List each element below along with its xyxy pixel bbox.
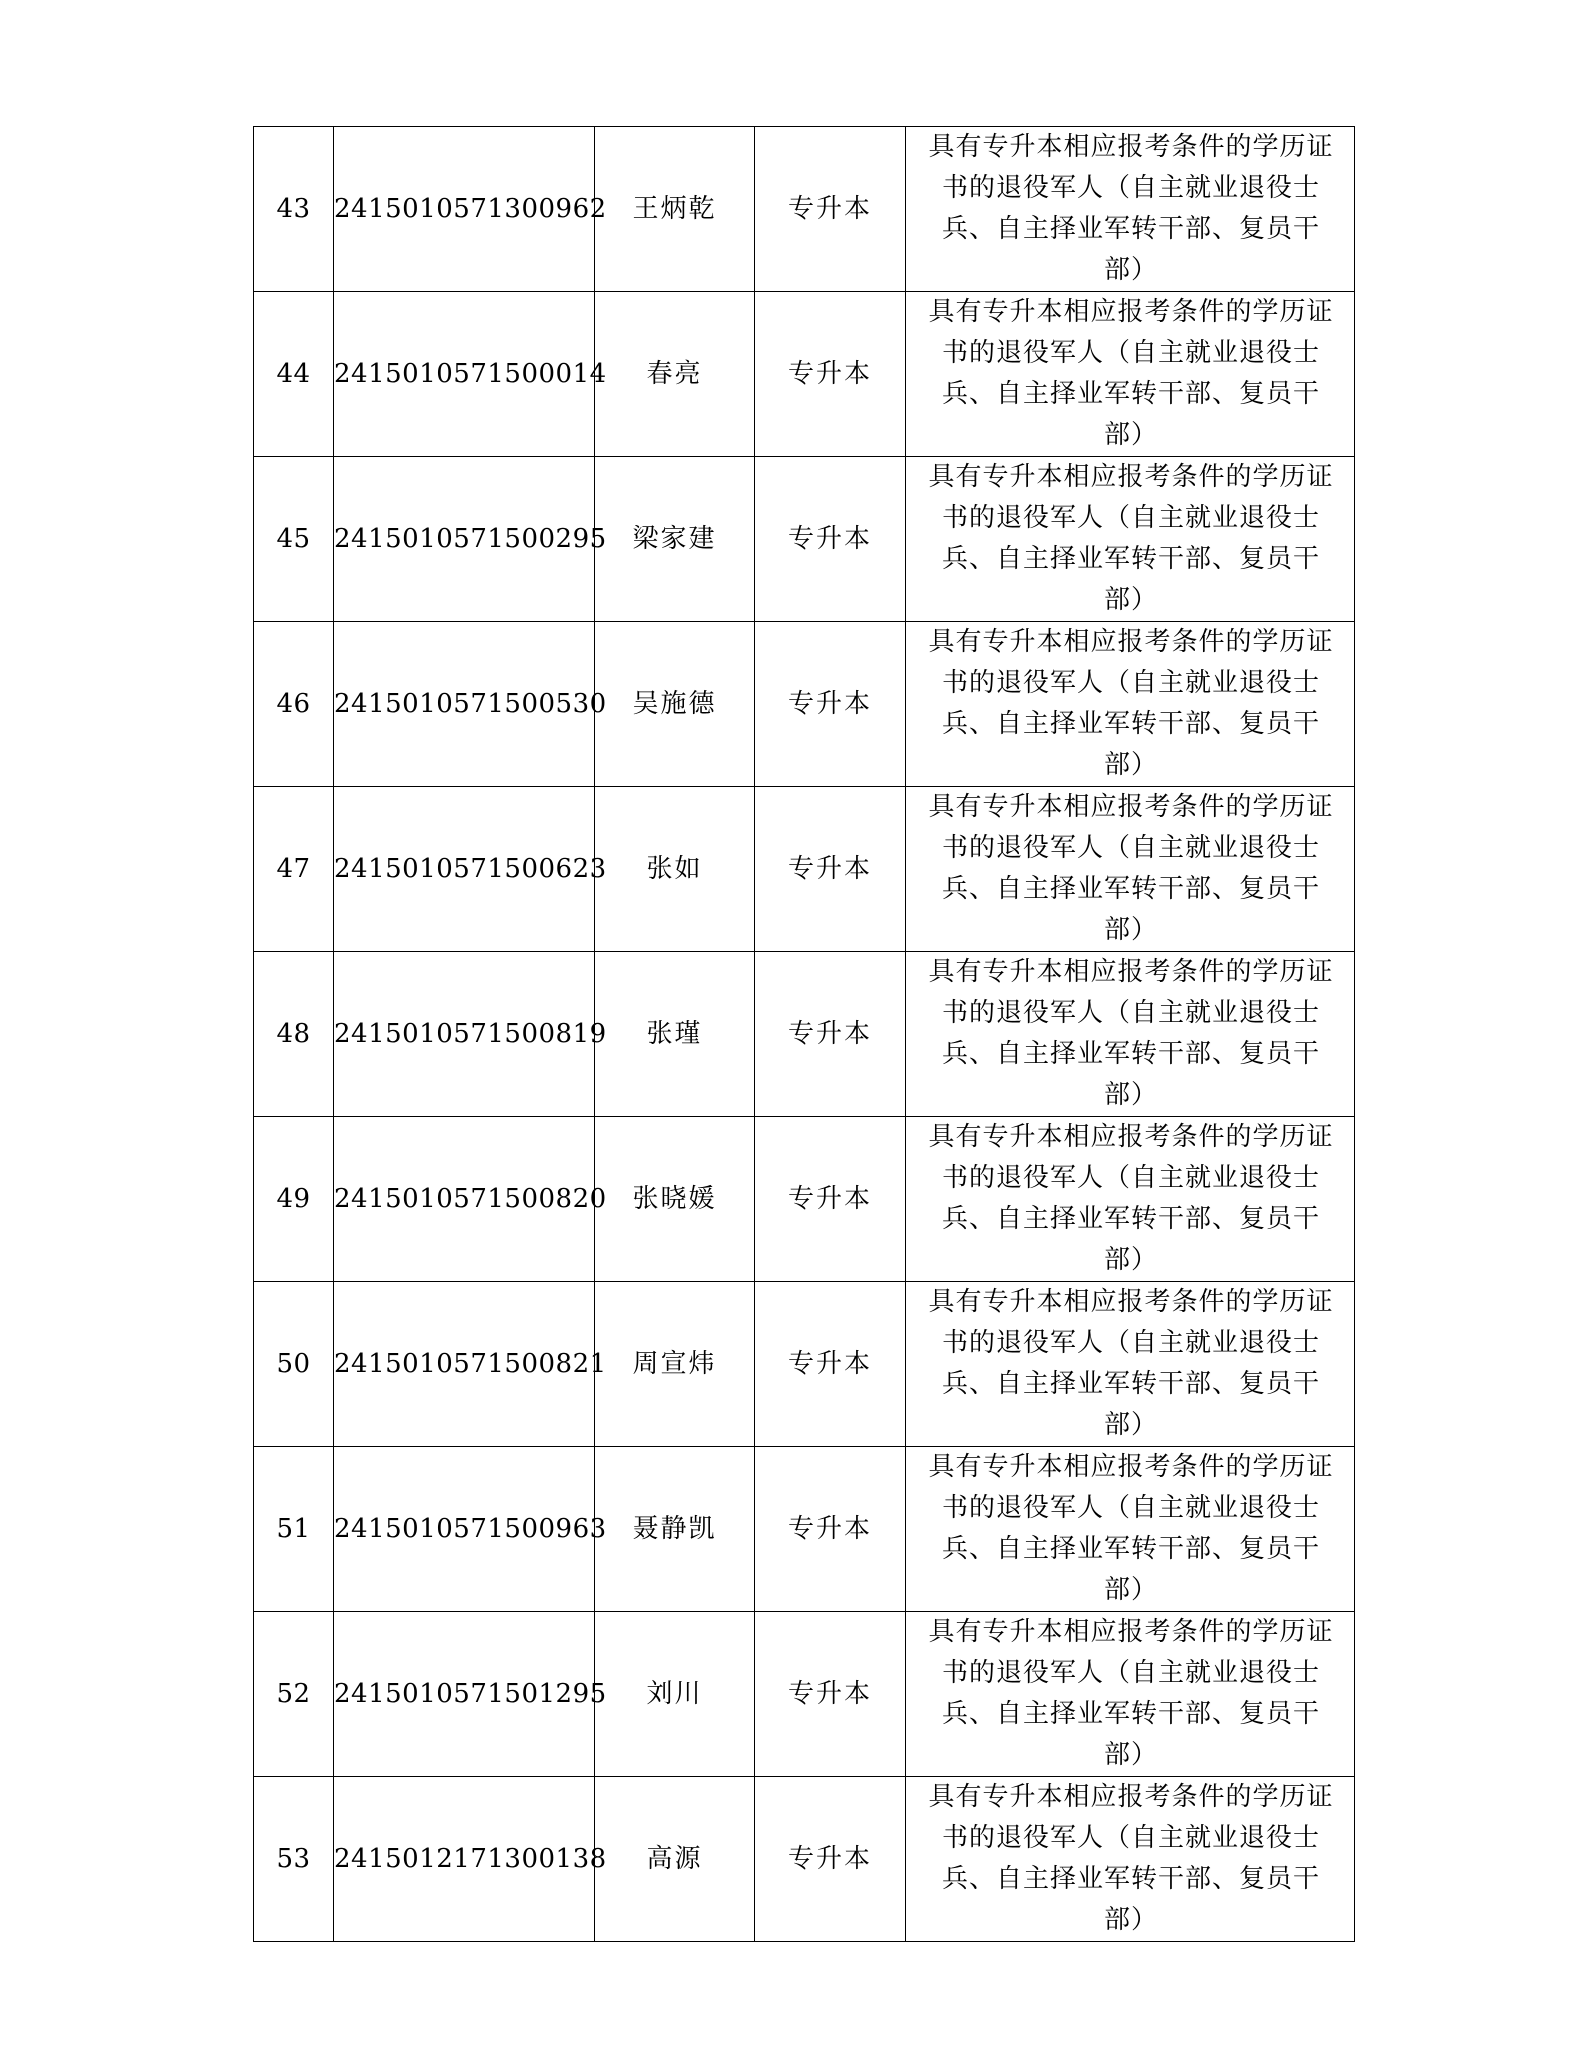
row-number: 43 <box>254 127 334 292</box>
candidate-name: 张瑾 <box>595 952 755 1117</box>
row-number: 47 <box>254 787 334 952</box>
exam-type: 专升本 <box>755 1117 906 1282</box>
registration-id: 2415010571500820 <box>334 1117 595 1282</box>
exam-type: 专升本 <box>755 952 906 1117</box>
exam-type: 专升本 <box>755 1282 906 1447</box>
exam-type: 专升本 <box>755 292 906 457</box>
candidate-name: 王炳乾 <box>595 127 755 292</box>
table-row <box>254 787 1355 952</box>
registration-id: 2415010571500530 <box>334 622 595 787</box>
exam-type: 专升本 <box>755 457 906 622</box>
candidate-table <box>253 126 1355 1942</box>
registration-id: 2415010571300962 <box>334 127 595 292</box>
table-row <box>254 1117 1355 1282</box>
exam-type: 专升本 <box>755 127 906 292</box>
candidate-name: 梁家建 <box>595 457 755 622</box>
candidate-name: 张如 <box>595 787 755 952</box>
eligibility-condition: 具有专升本相应报考条件的学历证书的退役军人（自主就业退役士兵、自主择业军转干部、复员干部） <box>906 1612 1355 1777</box>
candidate-name: 高源 <box>595 1777 755 1942</box>
table-row <box>254 292 1355 457</box>
table-row <box>254 1447 1355 1612</box>
registration-id: 2415010571500295 <box>334 457 595 622</box>
row-number: 53 <box>254 1777 334 1942</box>
eligibility-condition: 具有专升本相应报考条件的学历证书的退役军人（自主就业退役士兵、自主择业军转干部、复员干部） <box>906 787 1355 952</box>
registration-id: 2415010571501295 <box>334 1612 595 1777</box>
row-number: 48 <box>254 952 334 1117</box>
table-row <box>254 127 1355 292</box>
row-number: 50 <box>254 1282 334 1447</box>
eligibility-condition: 具有专升本相应报考条件的学历证书的退役军人（自主就业退役士兵、自主择业军转干部、复员干部） <box>906 292 1355 457</box>
candidate-name: 春亮 <box>595 292 755 457</box>
eligibility-condition: 具有专升本相应报考条件的学历证书的退役军人（自主就业退役士兵、自主择业军转干部、复员干部） <box>906 952 1355 1117</box>
row-number: 52 <box>254 1612 334 1777</box>
eligibility-condition: 具有专升本相应报考条件的学历证书的退役军人（自主就业退役士兵、自主择业军转干部、复员干部） <box>906 1777 1355 1942</box>
candidate-name: 周宣炜 <box>595 1282 755 1447</box>
table-row <box>254 457 1355 622</box>
candidate-name: 聂静凯 <box>595 1447 755 1612</box>
eligibility-condition: 具有专升本相应报考条件的学历证书的退役军人（自主就业退役士兵、自主择业军转干部、复员干部） <box>906 622 1355 787</box>
row-number: 45 <box>254 457 334 622</box>
registration-id: 2415010571500821 <box>334 1282 595 1447</box>
row-number: 49 <box>254 1117 334 1282</box>
eligibility-condition: 具有专升本相应报考条件的学历证书的退役军人（自主就业退役士兵、自主择业军转干部、复员干部） <box>906 1447 1355 1612</box>
eligibility-condition: 具有专升本相应报考条件的学历证书的退役军人（自主就业退役士兵、自主择业军转干部、复员干部） <box>906 1282 1355 1447</box>
registration-id: 2415010571500014 <box>334 292 595 457</box>
table-row <box>254 622 1355 787</box>
exam-type: 专升本 <box>755 622 906 787</box>
table-row <box>254 952 1355 1117</box>
candidate-name: 吴施德 <box>595 622 755 787</box>
eligibility-condition: 具有专升本相应报考条件的学历证书的退役军人（自主就业退役士兵、自主择业军转干部、复员干部） <box>906 127 1355 292</box>
exam-type: 专升本 <box>755 1447 906 1612</box>
registration-id: 2415010571500819 <box>334 952 595 1117</box>
candidate-name: 张晓媛 <box>595 1117 755 1282</box>
table-row <box>254 1282 1355 1447</box>
table-row <box>254 1612 1355 1777</box>
row-number: 46 <box>254 622 334 787</box>
registration-id: 2415010571500963 <box>334 1447 595 1612</box>
eligibility-condition: 具有专升本相应报考条件的学历证书的退役军人（自主就业退役士兵、自主择业军转干部、复员干部） <box>906 457 1355 622</box>
exam-type: 专升本 <box>755 1612 906 1777</box>
exam-type: 专升本 <box>755 1777 906 1942</box>
row-number: 51 <box>254 1447 334 1612</box>
table-row <box>254 1777 1355 1942</box>
eligibility-condition: 具有专升本相应报考条件的学历证书的退役军人（自主就业退役士兵、自主择业军转干部、复员干部） <box>906 1117 1355 1282</box>
row-number: 44 <box>254 292 334 457</box>
exam-type: 专升本 <box>755 787 906 952</box>
registration-id: 2415012171300138 <box>334 1777 595 1942</box>
registration-id: 2415010571500623 <box>334 787 595 952</box>
candidate-name: 刘川 <box>595 1612 755 1777</box>
